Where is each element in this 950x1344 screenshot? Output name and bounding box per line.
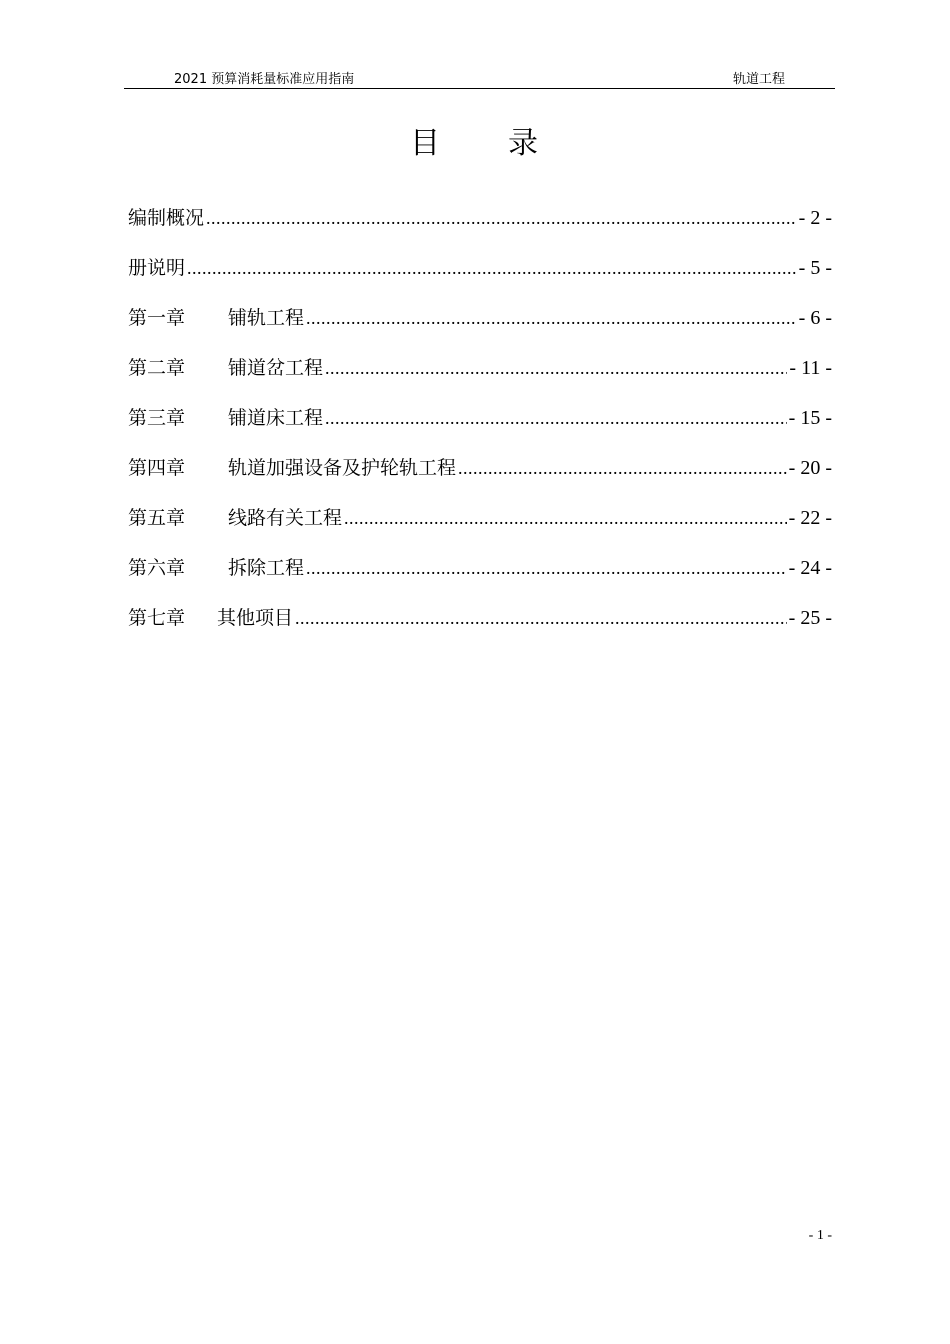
toc-chapter-number: 第三章 [128, 407, 186, 429]
toc-chapter-number: 第五章 [128, 507, 186, 529]
toc-entry-name: 线路有关工程 [228, 507, 343, 529]
toc-entry-name: 其他项目 [217, 607, 294, 629]
toc-page-number: - 22 - [788, 507, 832, 529]
toc-page-number: - 25 - [788, 607, 832, 629]
toc-chapter-number: 第二章 [128, 357, 186, 379]
page-header [124, 66, 835, 89]
page-footer-number: - 1 - [808, 1228, 832, 1243]
header-section-title: 轨道工程 [732, 72, 785, 87]
toc-entry-overview[interactable] [128, 200, 832, 250]
toc-dot-leader [458, 450, 787, 486]
toc-dot-leader [187, 250, 797, 286]
toc-page-number: - 5 - [798, 257, 832, 279]
toc-dot-leader [206, 200, 797, 236]
toc-dot-leader [306, 300, 797, 336]
toc-page-number: - 2 - [798, 207, 832, 229]
toc-page-number: - 20 - [788, 457, 832, 479]
toc-entry-chapter-2[interactable] [128, 350, 832, 400]
toc-chapter-number: 第一章 [128, 307, 186, 329]
toc-entry-chapter-4[interactable] [128, 450, 832, 500]
toc-title [0, 118, 950, 162]
toc-entry-chapter-1[interactable] [128, 300, 832, 350]
toc-entry-chapter-7[interactable] [128, 600, 832, 650]
toc-entry-volume-notes[interactable] [128, 250, 832, 300]
toc-chapter-number: 第七章 [128, 607, 186, 629]
toc-page-number: - 15 - [788, 407, 832, 429]
toc-page-number: - 6 - [798, 307, 832, 329]
toc-title-char-2: 录 [508, 126, 540, 161]
toc-dot-leader [344, 500, 787, 536]
toc-entry-name: 编制概况 [128, 207, 205, 229]
toc-dot-leader [325, 400, 787, 436]
toc-chapter-number: 第四章 [128, 457, 186, 479]
table-of-contents [128, 200, 832, 650]
toc-entry-name: 拆除工程 [228, 557, 305, 579]
toc-entry-name: 铺道岔工程 [228, 357, 324, 379]
toc-chapter-number: 第六章 [128, 557, 186, 579]
toc-entry-chapter-3[interactable] [128, 400, 832, 450]
toc-entry-name: 铺道床工程 [228, 407, 324, 429]
toc-dot-leader [325, 350, 787, 386]
toc-entry-name: 铺轨工程 [228, 307, 305, 329]
toc-page-number: - 11 - [789, 357, 832, 379]
toc-entry-name: 册说明 [128, 257, 186, 279]
toc-entry-chapter-6[interactable] [128, 550, 832, 600]
toc-entry-name: 轨道加强设备及护轮轨工程 [228, 457, 457, 479]
toc-entry-chapter-5[interactable] [128, 500, 832, 550]
toc-dot-leader [295, 600, 787, 636]
toc-dot-leader [306, 550, 787, 586]
toc-page-number: - 24 - [788, 557, 832, 579]
toc-title-char-1: 目 [410, 126, 442, 161]
header-document-title: 2021 预算消耗量标准应用指南 [174, 72, 355, 87]
